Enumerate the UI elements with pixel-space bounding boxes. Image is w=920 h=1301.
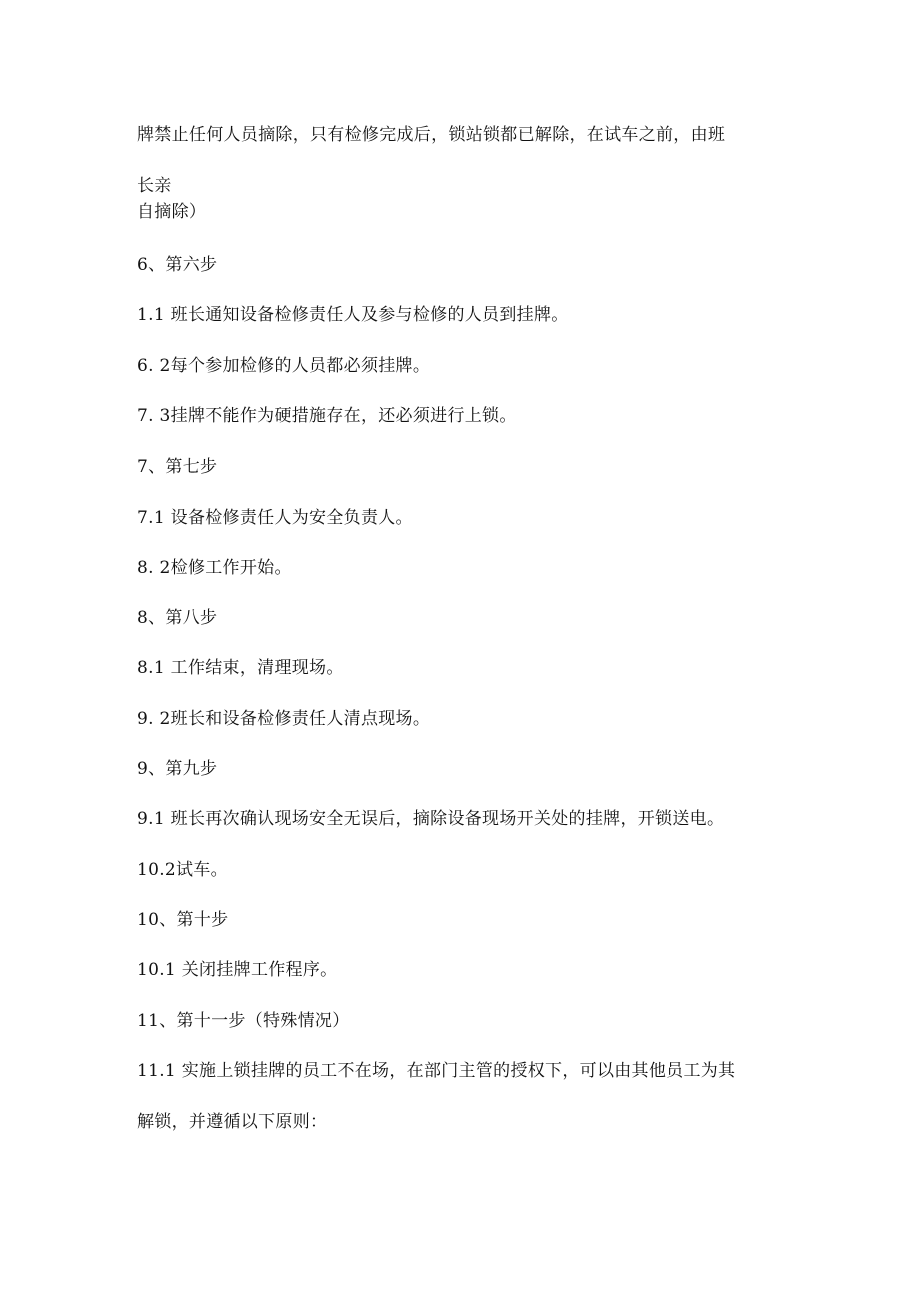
text-line: 8. 2检修工作开始。 <box>137 558 292 578</box>
section-heading: 11、第十一步（特殊情况） <box>137 1011 350 1031</box>
text-line: 10.1 关闭挂牌工作程序。 <box>137 960 338 980</box>
text-line: 7.1 设备检修责任人为安全负责人。 <box>137 508 413 528</box>
section-heading: 9、第九步 <box>137 759 218 779</box>
text-line: 10.2试车。 <box>137 860 228 880</box>
text-line: 自摘除） <box>137 202 207 222</box>
section-heading: 6、第六步 <box>137 255 218 275</box>
text-line: 9.1 班长再次确认现场安全无误后，摘除设备现场开关处的挂牌，开锁送电。 <box>137 809 725 829</box>
section-heading: 8、第八步 <box>137 608 218 628</box>
text-line: 6. 2每个参加检修的人员都必须挂牌。 <box>137 356 431 376</box>
text-line: 7. 3挂牌不能作为硬措施存在，还必须进行上锁。 <box>137 406 517 426</box>
text-line: 1.1 班长通知设备检修责任人及参与检修的人员到挂牌。 <box>137 305 569 325</box>
section-heading: 7、第七步 <box>137 457 218 477</box>
text-line: 9. 2班长和设备检修责任人清点现场。 <box>137 709 431 729</box>
text-line: 解锁，并遵循以下原则： <box>137 1112 328 1132</box>
text-line: 11.1 实施上锁挂牌的员工不在场，在部门主管的授权下，可以由其他员工为其 <box>137 1061 736 1081</box>
section-heading: 10、第十步 <box>137 910 229 930</box>
text-line: 牌禁止任何人员摘除，只有检修完成后，锁站锁都已解除，在试车之前，由班 <box>137 125 726 145</box>
text-line: 8.1 工作结束，清理现场。 <box>137 658 344 678</box>
text-line: 长亲 <box>137 176 172 196</box>
